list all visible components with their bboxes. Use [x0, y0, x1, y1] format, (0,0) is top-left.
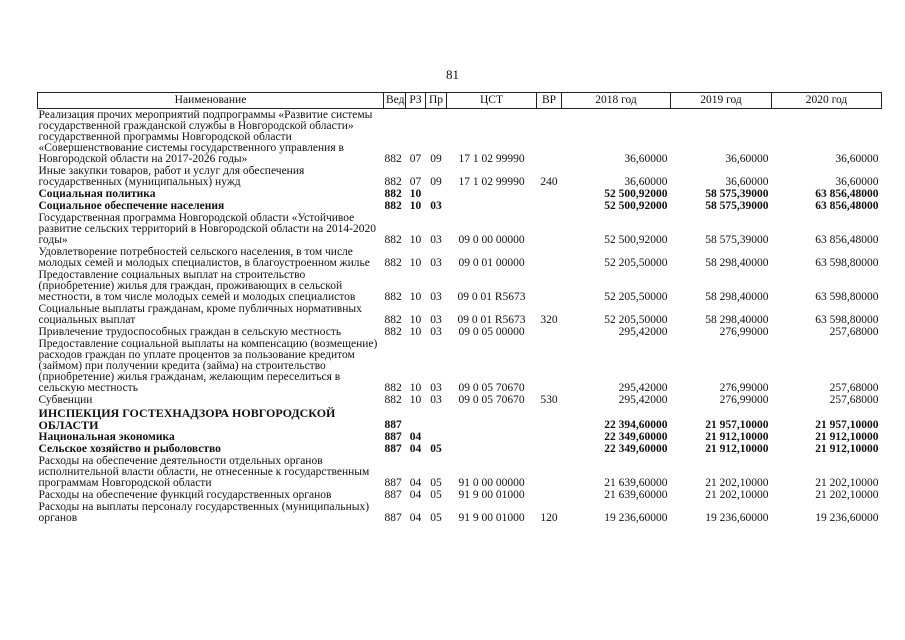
row-rz: 07: [409, 153, 422, 165]
row-ved: 887: [384, 489, 402, 501]
row-rz: 10: [409, 257, 422, 269]
row-vr: 530: [540, 394, 558, 406]
table-row: [38, 269, 882, 303]
row-cst: [447, 188, 537, 200]
row-2019: 276,99000: [719, 326, 769, 338]
header-rz: РЗ: [406, 93, 426, 109]
row-ved: 882: [384, 382, 402, 394]
row-cst: [447, 443, 537, 455]
row-2019: 58 575,39000: [705, 188, 769, 200]
row-ved: 882: [384, 314, 402, 326]
row-vr: [537, 431, 562, 443]
row-rz: 07: [409, 176, 422, 188]
row-2018: 22 394,60000: [604, 419, 668, 431]
row-2020: 36,60000: [835, 176, 879, 188]
row-name: Социальная политика: [38, 188, 156, 200]
budget-table: [37, 92, 882, 524]
row-name: Субвенции: [38, 394, 93, 406]
row-2018: 22 349,60000: [604, 431, 668, 443]
row-2020: 21 957,10000: [815, 419, 879, 431]
row-rz: 04: [409, 512, 422, 524]
row-pr: [426, 431, 447, 443]
table-row: [38, 443, 882, 455]
row-name: Расходы на обеспечение функций государственных органов: [38, 489, 332, 501]
table-row: [38, 501, 882, 524]
row-name: ИНСПЕКЦИЯ ГОСТЕХНАДЗОРА НОВГОРОДСКОЙ ОБЛАСТИ: [38, 406, 336, 432]
row-ved: 882: [384, 326, 402, 338]
row-2019: 21 202,10000: [705, 489, 769, 501]
row-pr: 03: [430, 314, 442, 326]
row-2019: 21 202,10000: [705, 477, 769, 489]
row-vr: [537, 338, 562, 394]
row-pr: 03: [430, 291, 442, 303]
row-pr: 09: [430, 153, 442, 165]
row-pr: 03: [430, 382, 442, 394]
row-rz: 04: [409, 477, 422, 489]
row-cst: 09 0 05 00000: [458, 326, 525, 338]
row-2018: 21 639,60000: [604, 489, 668, 501]
row-2019: 36,60000: [725, 153, 769, 165]
row-2019: 58 298,40000: [705, 314, 769, 326]
row-name: Привлечение трудоспособных граждан в сельскую местность: [38, 326, 342, 338]
row-pr: 03: [430, 326, 442, 338]
row-cst: 09 0 01 00000: [458, 257, 525, 269]
row-ved: 887: [384, 431, 402, 443]
row-name: Национальная экономика: [38, 431, 175, 443]
row-ved: 882: [384, 234, 402, 246]
row-vr: 320: [540, 314, 558, 326]
row-2018: 52 205,50000: [604, 291, 668, 303]
row-vr: [537, 200, 562, 212]
row-ved: 882: [384, 153, 402, 165]
row-rz: 10: [409, 382, 422, 394]
row-pr: 03: [430, 200, 442, 212]
row-rz: 10: [409, 291, 422, 303]
row-name: Социальные выплаты гражданам, кроме публичных нормативных социальных выплат: [38, 303, 362, 326]
row-2020: 63 856,48000: [815, 234, 879, 246]
table-row: [38, 165, 882, 188]
row-rz: 10: [409, 326, 422, 338]
row-pr: 05: [430, 477, 442, 489]
table-row: [38, 326, 882, 338]
row-ved: 887: [384, 512, 402, 524]
table-row: [38, 489, 882, 501]
row-cst: [447, 431, 537, 443]
row-cst: 09 0 01 R5673: [457, 291, 526, 303]
table-row: [38, 212, 882, 246]
header-2018: 2018 год: [562, 93, 671, 109]
table-row: [38, 303, 882, 326]
row-2020: 257,68000: [829, 382, 879, 394]
table-row: [38, 455, 882, 489]
row-name: Социальное обеспечение населения: [38, 200, 225, 212]
row-cst: 09 0 00 00000: [458, 234, 525, 246]
row-cst: 09 0 05 70670: [458, 382, 525, 394]
row-2020: 63 598,80000: [815, 291, 879, 303]
header-vr: ВР: [537, 93, 562, 109]
row-rz: 04: [409, 489, 422, 501]
row-name: Реализация прочих мероприятий подпрограммы «Развитие системы государственной гражданской службы в Новгородской области» государственной программы Новгородской области «Совершенствование системы государственного управления в Новгородской области на 2017-2026 годы»: [38, 109, 373, 165]
table-row: [38, 188, 882, 200]
row-rz: 10: [409, 188, 422, 200]
row-2018: 52 500,92000: [604, 234, 668, 246]
row-2018: 295,42000: [618, 326, 668, 338]
header-ved: Вед: [384, 93, 406, 109]
row-ved: 882: [384, 176, 402, 188]
row-vr: [537, 326, 562, 338]
row-2020: 21 912,10000: [815, 431, 879, 443]
row-2020: 21 202,10000: [815, 489, 879, 501]
row-name: Предоставление социальных выплат на строительство (приобретение) жилья для граждан, проживающих в сельской местности, в том числе молодых семей и молодых специалистов: [38, 269, 356, 303]
row-vr: [537, 188, 562, 200]
row-2019: 21 957,10000: [705, 419, 769, 431]
row-2020: 63 856,48000: [815, 200, 879, 212]
row-name: Расходы на обеспечение деятельности отдельных органов исполнительной власти области, не отнесенные к государственным программам Новгородской области: [38, 455, 370, 489]
row-vr: [537, 406, 562, 431]
row-pr: [426, 188, 447, 200]
row-vr: 240: [540, 176, 558, 188]
row-cst: [447, 406, 537, 431]
row-2018: 52 205,50000: [604, 314, 668, 326]
table-row: [38, 109, 882, 166]
row-rz: 10: [409, 314, 422, 326]
row-vr: [537, 212, 562, 246]
row-2020: 63 598,80000: [815, 314, 879, 326]
row-vr: [537, 489, 562, 501]
header-2020: 2020 год: [772, 93, 882, 109]
row-2018: 52 500,92000: [604, 200, 668, 212]
row-2019: 276,99000: [719, 394, 769, 406]
row-2019: 58 575,39000: [705, 234, 769, 246]
row-2019: 58 298,40000: [705, 257, 769, 269]
row-pr: 05: [430, 512, 442, 524]
row-2019: 19 236,60000: [705, 512, 769, 524]
table-row: [38, 406, 882, 431]
row-pr: 03: [430, 394, 442, 406]
row-name: Расходы на выплаты персоналу государственных (муниципальных) органов: [38, 501, 370, 524]
row-ved: 887: [384, 443, 402, 455]
row-2018: 52 205,50000: [604, 257, 668, 269]
row-cst: 09 0 05 70670: [458, 394, 525, 406]
row-2020: 19 236,60000: [815, 512, 879, 524]
row-pr: 05: [430, 489, 442, 501]
row-2019: 58 298,40000: [705, 291, 769, 303]
row-vr: [537, 109, 562, 166]
row-2018: 19 236,60000: [604, 512, 668, 524]
row-2020: 63 598,80000: [815, 257, 879, 269]
row-rz: 04: [409, 443, 422, 455]
header-name: Наименование: [38, 93, 384, 109]
row-2019: 21 912,10000: [705, 431, 769, 443]
row-2020: 21 202,10000: [815, 477, 879, 489]
table-row: [38, 246, 882, 269]
row-2019: 21 912,10000: [705, 443, 769, 455]
row-vr: 120: [540, 512, 558, 524]
row-2019: 36,60000: [725, 176, 769, 188]
row-cst: 17 1 02 99990: [458, 176, 525, 188]
row-pr: 03: [430, 257, 442, 269]
row-cst: 09 0 01 R5673: [457, 314, 526, 326]
row-2020: 257,68000: [829, 326, 879, 338]
row-name: Предоставление социальной выплаты на компенсацию (возмещение) расходов граждан по уплате процентов за пользование кредитом (займом) при получении кредита (займа) на строительство (приобретение) жилья гражданам, желающим переселиться в сельскую местность: [38, 338, 378, 394]
table-header-row: [38, 93, 882, 109]
row-vr: [537, 246, 562, 269]
header-cst: ЦСТ: [447, 93, 537, 109]
row-2018: 295,42000: [618, 394, 668, 406]
row-cst: 91 0 00 00000: [458, 477, 525, 489]
row-vr: [537, 455, 562, 489]
row-rz: [406, 406, 426, 431]
row-vr: [537, 443, 562, 455]
row-ved: 882: [384, 394, 402, 406]
row-ved: 882: [384, 200, 402, 212]
row-pr: 05: [430, 443, 442, 455]
page-number: 81: [446, 67, 459, 82]
row-ved: 882: [384, 257, 402, 269]
table-row: [38, 200, 882, 212]
header-pr: Пр: [426, 93, 447, 109]
row-2018: 52 500,92000: [604, 188, 668, 200]
row-rz: 10: [409, 394, 422, 406]
row-vr: [537, 269, 562, 303]
row-name: Государственная программа Новгородской области «Устойчивое развитие сельских территорий в Новгородской области на 2014-2020 годы»: [38, 212, 376, 246]
row-2020: 21 912,10000: [815, 443, 879, 455]
row-ved: 887: [384, 419, 402, 431]
row-2018: 295,42000: [618, 382, 668, 394]
row-ved: 887: [384, 477, 402, 489]
row-2020: 36,60000: [835, 153, 879, 165]
row-2018: 36,60000: [624, 176, 668, 188]
table-row: [38, 338, 882, 394]
row-2019: 58 575,39000: [705, 200, 769, 212]
row-pr: [426, 406, 447, 431]
header-2019: 2019 год: [671, 93, 772, 109]
table-row: [38, 431, 882, 443]
row-2018: 36,60000: [624, 153, 668, 165]
row-2019: 276,99000: [719, 382, 769, 394]
row-cst: 17 1 02 99990: [458, 153, 525, 165]
row-2018: 22 349,60000: [604, 443, 668, 455]
row-cst: 91 9 00 01000: [458, 512, 525, 524]
row-2020: 257,68000: [829, 394, 879, 406]
row-cst: [447, 200, 537, 212]
row-cst: 91 9 00 01000: [458, 489, 525, 501]
row-pr: 03: [430, 234, 442, 246]
row-name: Удовлетворение потребностей сельского населения, в том числе молодых семей и молодых специалистов, в благоустроенном жилье: [38, 246, 370, 269]
row-pr: 09: [430, 176, 442, 188]
row-2018: 21 639,60000: [604, 477, 668, 489]
table-row: [38, 394, 882, 406]
row-name: Сельское хозяйство и рыболовство: [38, 443, 221, 455]
row-name: Иные закупки товаров, работ и услуг для обеспечения государственных (муниципальных) нужд: [38, 165, 305, 188]
row-rz: 10: [409, 234, 422, 246]
row-2020: 63 856,48000: [815, 188, 879, 200]
row-rz: 04: [409, 431, 422, 443]
row-ved: 882: [384, 291, 402, 303]
row-rz: 10: [409, 200, 422, 212]
row-ved: 882: [384, 188, 402, 200]
